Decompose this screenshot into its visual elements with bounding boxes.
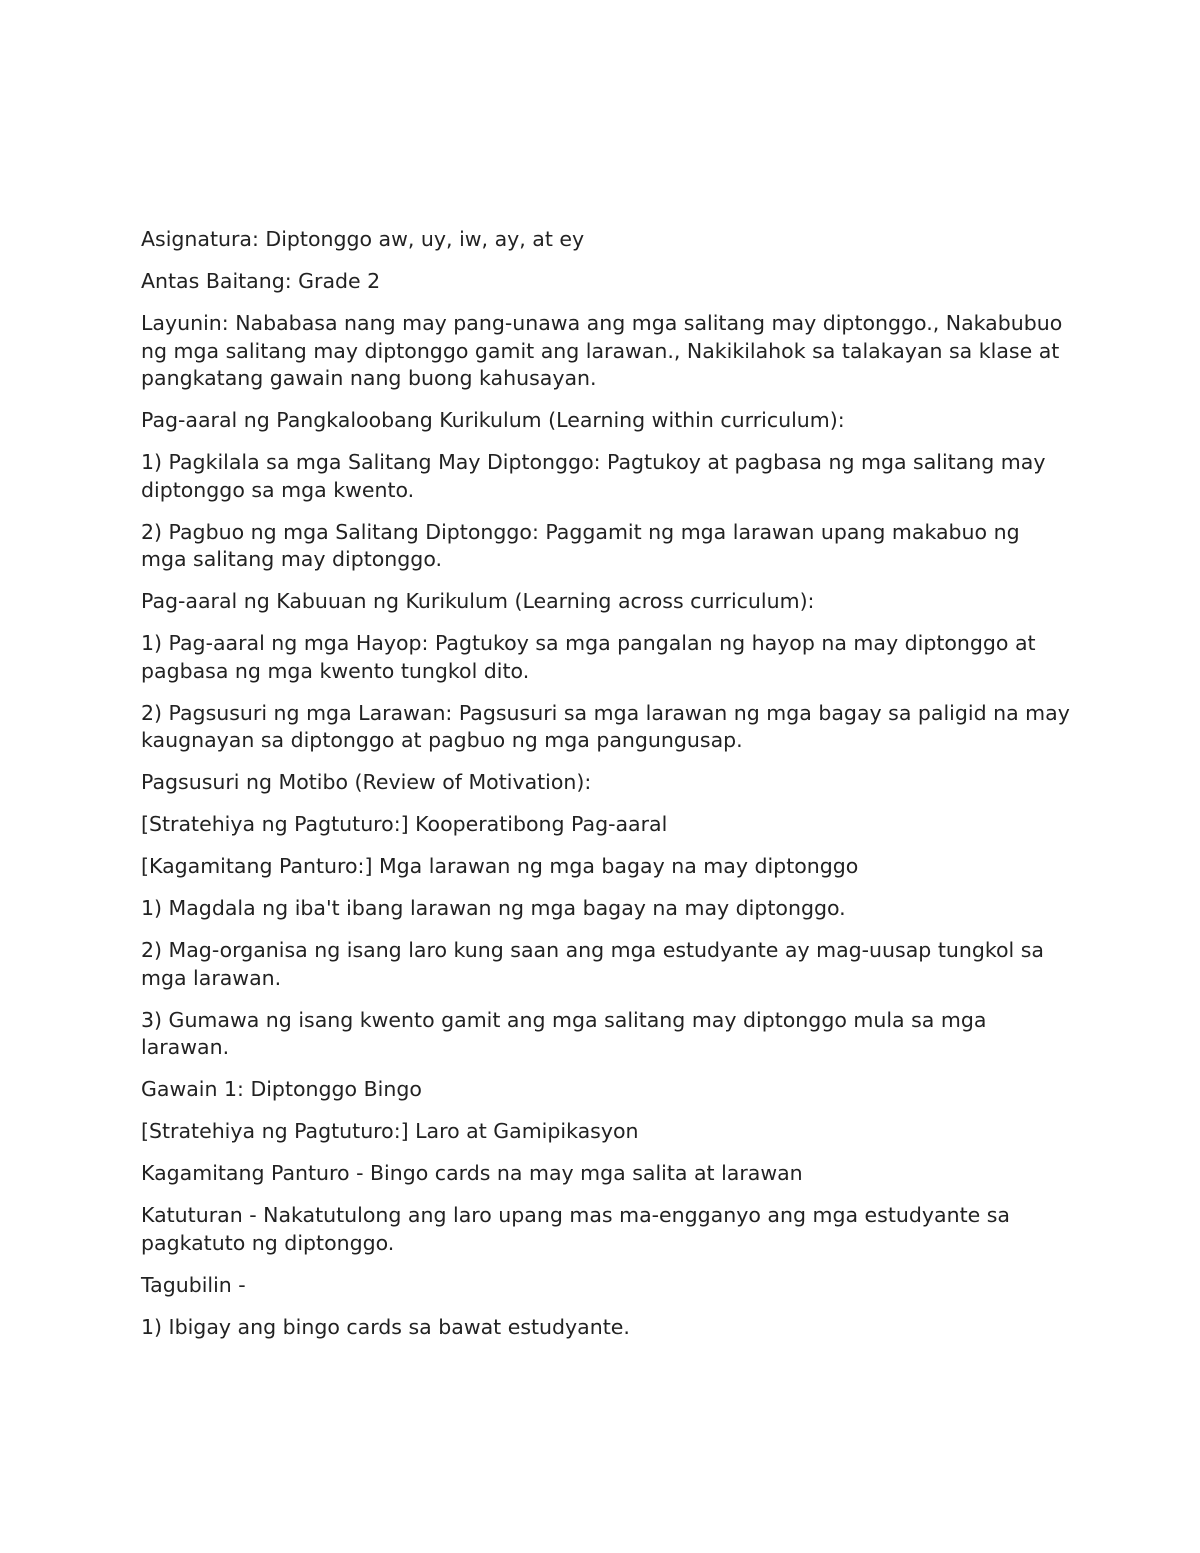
list-item: 1) Magdala ng iba't ibang larawan ng mga bagay na may diptonggo. bbox=[141, 896, 846, 920]
instructions-heading: Tagubilin - bbox=[141, 1272, 246, 1297]
strategy-line: [Stratehiya ng Pagtuturo:] Laro at Gamipikasyon bbox=[141, 1119, 639, 1143]
list-item: 2) Mag-organisa ng isang laro kung saan ang mga estudyante ay mag-uusap tungkol sa mga larawan. bbox=[141, 938, 1044, 990]
strategy-line: [Stratehiya ng Pagtuturo:] Kooperatibong Pag-aaral bbox=[141, 812, 668, 836]
list-item: 2) Pagbuo ng mga Salitang Diptonggo: Paggamit ng mga larawan upang makabuo ng mga salitang may diptonggo. bbox=[141, 519, 1020, 571]
grade-level-line: Antas Baitang: Grade 2 bbox=[141, 269, 381, 293]
section-heading-across-curriculum: Pag-aaral ng Kabuuan ng Kurikulum (Learning across curriculum): bbox=[141, 589, 815, 613]
list-item: 1) Ibigay ang bingo cards sa bawat estudyante. bbox=[141, 1314, 630, 1339]
list-item: 1) Pag-aaral ng mga Hayop: Pagtukoy sa mga pangalan ng hayop na may diptonggo at pagbasa ng mga kwento tungkol dito. bbox=[141, 631, 1036, 683]
list-item: 3) Gumawa ng isang kwento gamit ang mga salitang may diptonggo mula sa mga larawan. bbox=[141, 1007, 987, 1059]
materials-line: [Kagamitang Panturo:] Mga larawan ng mga bagay na may diptonggo bbox=[141, 854, 859, 878]
list-item: 2) Pagsusuri ng mga Larawan: Pagsusuri sa mga larawan ng mga bagay sa paligid na may kaugnayan sa diptonggo at pagbuo ng mga pangungusap. bbox=[141, 700, 1070, 752]
section-heading-motivation: Pagsusuri ng Motibo (Review of Motivation): bbox=[141, 770, 592, 794]
subject-line: Asignatura: Diptonggo aw, uy, iw, ay, at ey bbox=[141, 227, 585, 251]
activity-heading: Gawain 1: Diptonggo Bingo bbox=[141, 1077, 422, 1101]
rationale-line: Katuturan - Nakatutulong ang laro upang mas ma-engganyo ang mga estudyante sa pagkatuto ng diptonggo. bbox=[141, 1203, 1010, 1255]
objectives-paragraph: Layunin: Nababasa nang may pang-unawa ang mga salitang may diptonggo., Nakabubuo ng mga salitang may diptonggo gamit ang larawan., Nakikilahok sa talakayan sa klase at pangkatang gawain nang buong kahusayan. bbox=[141, 311, 1063, 390]
materials-line: Kagamitang Panturo - Bingo cards na may mga salita at larawan bbox=[141, 1161, 803, 1185]
list-item: 1) Pagkilala sa mga Salitang May Diptonggo: Pagtukoy at pagbasa ng mga salitang may diptonggo sa mga kwento. bbox=[141, 450, 1046, 502]
document-body bbox=[141, 226, 1071, 1356]
section-heading-within-curriculum: Pag-aaral ng Pangkaloobang Kurikulum (Learning within curriculum): bbox=[141, 408, 845, 432]
